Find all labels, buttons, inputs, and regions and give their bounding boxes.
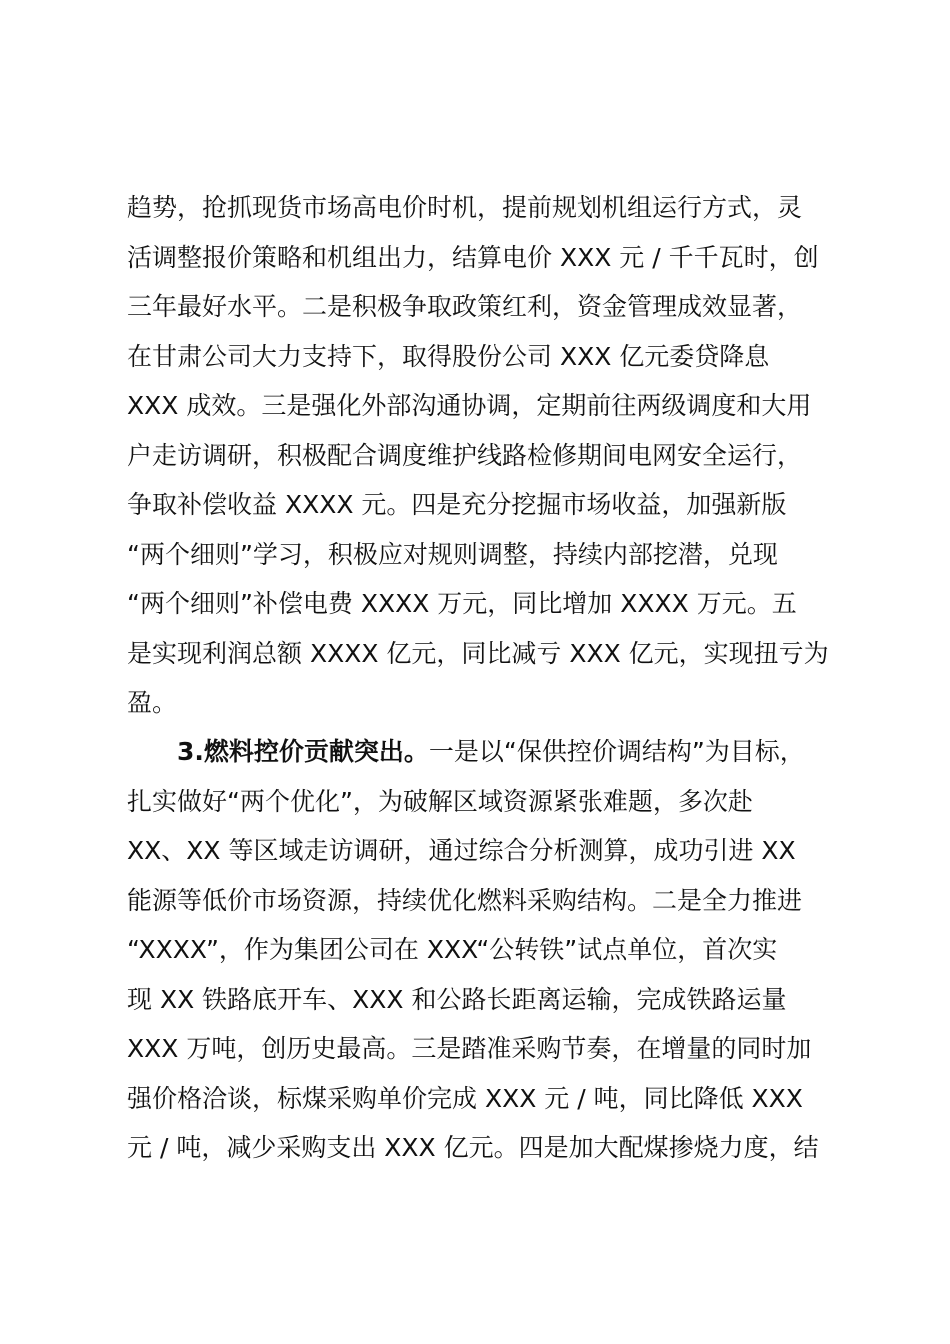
text-line: 活调整报价策略和机组出力，结算电价 XXX 元 / 千千瓦时，创: [127, 242, 819, 272]
text-line: XX、XX 等区域走访调研，通过综合分析测算，成功引进 XX: [127, 836, 796, 865]
text-run: 一是以“保供控价调结构”为目标，: [428, 737, 805, 766]
text-line: “两个细则”学习，积极应对规则调整，持续内部挖潜，兑现: [127, 539, 778, 569]
text-line: 趋势，抢抓现货市场高电价时机，提前规划机组运行方式，灵: [127, 193, 803, 222]
text-line: “两个细则”补偿电费 XXXX 万元，同比增加 XXXX 万元。五: [127, 589, 797, 618]
section-heading: 3.燃料控价贡献突出。: [177, 737, 429, 766]
text-line: 三年最好水平。二是积极争取政策红利，资金管理成效显著，: [127, 292, 803, 321]
text-line: 户走访调研，积极配合调度维护线路检修期间电网安全运行，: [127, 440, 803, 470]
text-line: XXX 万吨，创历史最高。三是踏准采购节奏，在增量的同时加: [127, 1034, 812, 1063]
text-line: 强价格洽谈，标煤采购单价完成 XXX 元 / 吨，同比降低 XXX: [127, 1083, 803, 1113]
text-line: XXX 成效。三是强化外部沟通协调，定期前往两级调度和大用: [127, 391, 812, 420]
paragraph-market-revenue: [127, 183, 837, 728]
text-line: 元 / 吨，减少采购支出 XXX 亿元。四是加大配煤掺烧力度，结: [127, 1133, 819, 1162]
paragraph-first-line: [127, 727, 837, 777]
text-line: 现 XX 铁路底开车、XXX 和公路长距离运输，完成铁路运量: [127, 984, 787, 1014]
paragraph-fuel-price-control: [127, 727, 837, 1173]
text-line: 能源等低价市场资源，持续优化燃料采购结构。二是全力推进: [127, 885, 803, 915]
text-line: 是实现利润总额 XXXX 亿元，同比减亏 XXX 亿元，实现扭亏为: [127, 638, 829, 668]
text-line: “XXXX”，作为集团公司在 XXX“公转铁”试点单位，首次实: [127, 935, 778, 964]
text-line: 盈。: [127, 688, 178, 717]
text-line: 在甘肃公司大力支持下，取得股份公司 XXX 亿元委贷降息: [127, 341, 770, 371]
text-line: 争取补偿收益 XXXX 元。四是充分挖掘市场收益，加强新版: [127, 490, 787, 519]
text-line: 扎实做好“两个优化”，为破解区域资源紧张难题，多次赴: [127, 786, 753, 816]
